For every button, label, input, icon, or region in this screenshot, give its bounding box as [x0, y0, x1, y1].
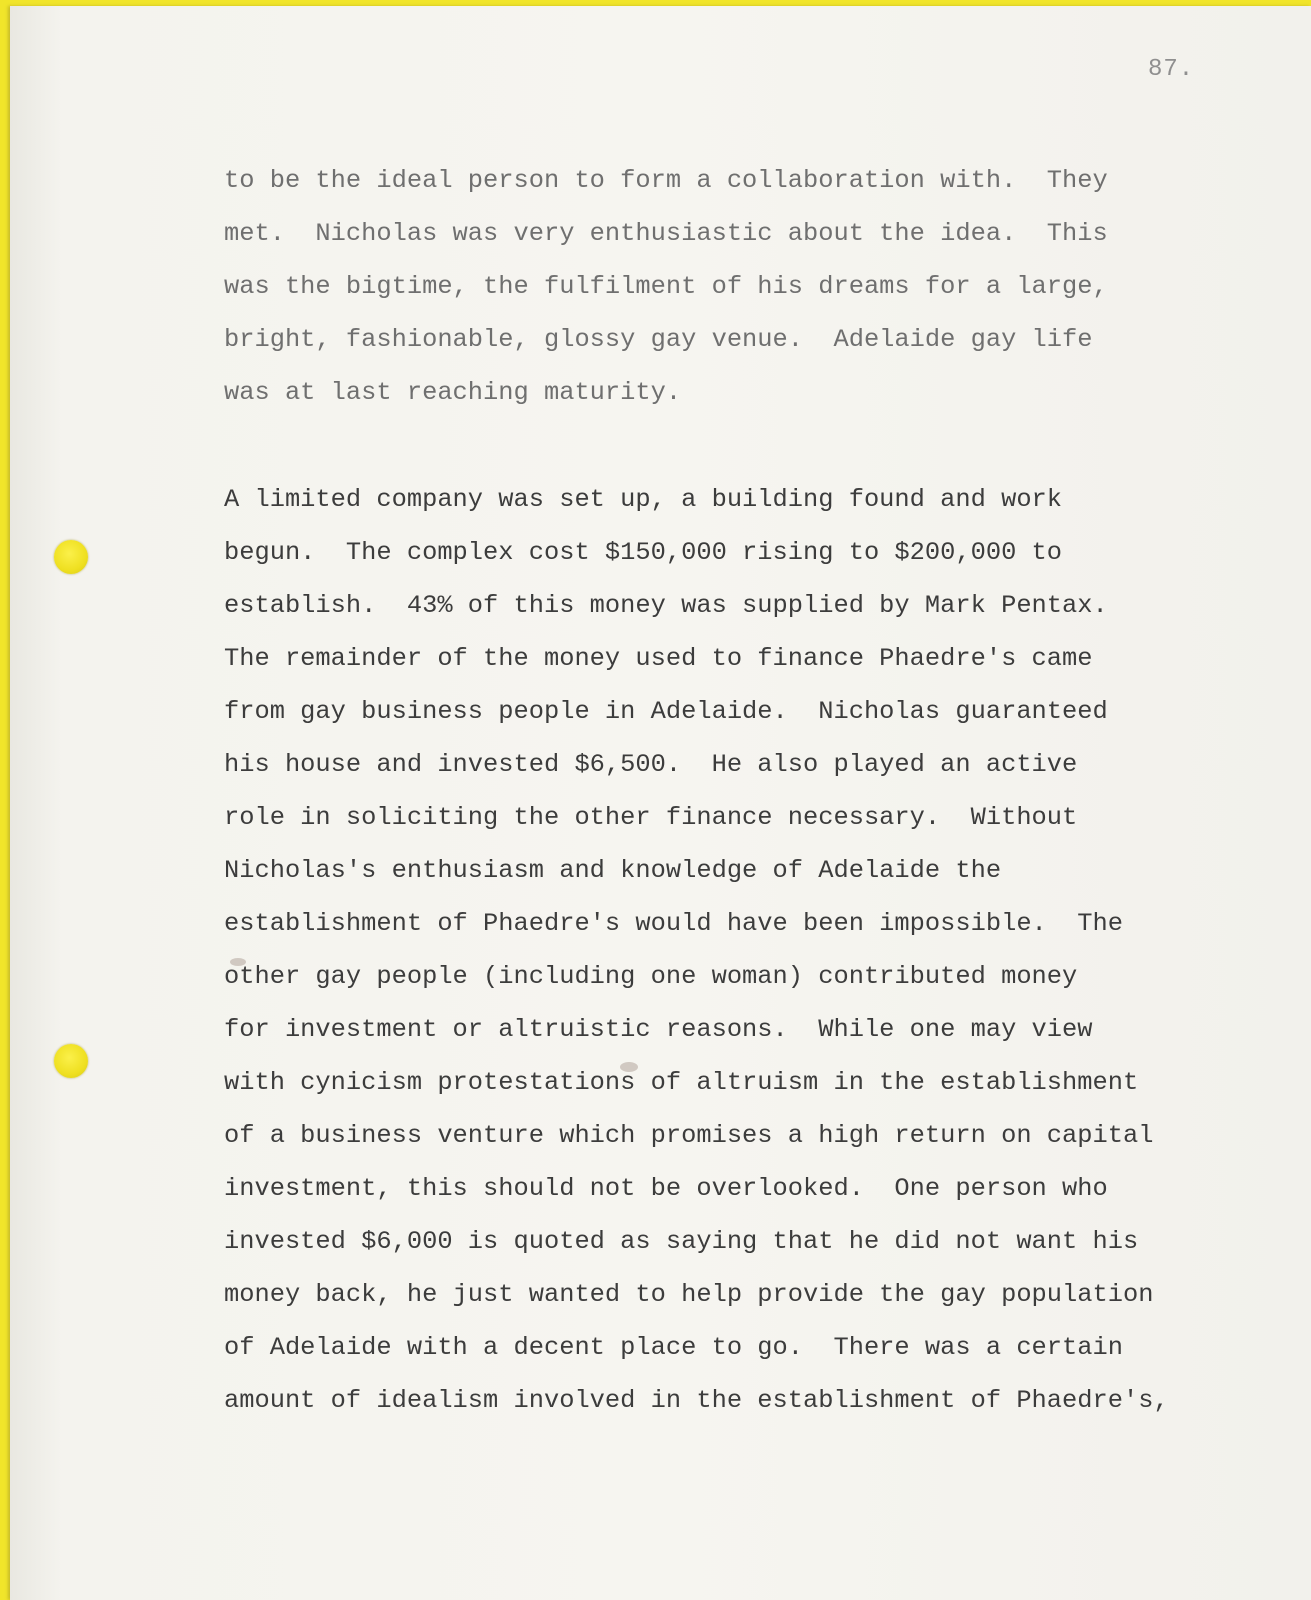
paragraph-2-line-2: begun. The complex cost $150,000 rising to $200,000 to: [224, 538, 1063, 567]
paragraph-2-line-4: The remainder of the money used to finance Phaedre's came: [224, 644, 1093, 673]
paragraph-2-line-17: of Adelaide with a decent place to go. There was a certain: [224, 1333, 1123, 1362]
paragraph-2-line-8: Nicholas's enthusiasm and knowledge of Adelaide the: [224, 856, 1002, 885]
paragraph-2-line-14: investment, this should not be overlooked. One person who: [224, 1174, 1108, 1203]
paragraph-1-line-3: was the bigtime, the fulfilment of his dreams for a large,: [224, 272, 1108, 301]
paragraph-1-line-2: met. Nicholas was very enthusiastic about the idea. This: [224, 219, 1108, 248]
paragraph-2-line-3: establish. 43% of this money was supplied by Mark Pentax.: [224, 591, 1108, 620]
punch-hole-bottom: [54, 1044, 88, 1078]
punch-hole-top: [54, 540, 88, 574]
paragraph-1-line-1: to be the ideal person to form a collaboration with. They: [224, 166, 1108, 195]
paragraph-2-line-5: from gay business people in Adelaide. Nicholas guaranteed: [224, 697, 1108, 726]
paragraph-2-line-1: A limited company was set up, a building found and work: [224, 485, 1063, 514]
paragraph-2-line-16: money back, he just wanted to help provide the gay population: [224, 1280, 1154, 1309]
paragraph-1-line-5: was at last reaching maturity.: [224, 378, 682, 407]
paragraph-2-line-6: his house and invested $6,500. He also played an active: [224, 750, 1078, 779]
paragraph-2-line-9: establishment of Phaedre's would have been impossible. The: [224, 909, 1123, 938]
page-number: 87.: [1148, 56, 1195, 83]
paragraph-1-line-4: bright, fashionable, glossy gay venue. Adelaide gay life: [224, 325, 1093, 354]
paragraph-2-line-10: other gay people (including one woman) contributed money: [224, 962, 1078, 991]
paragraph-2-line-7: role in soliciting the other finance necessary. Without: [224, 803, 1078, 832]
paragraph-2-line-11: for investment or altruistic reasons. While one may view: [224, 1015, 1093, 1044]
paragraph-2-line-18: amount of idealism involved in the establishment of Phaedre's,: [224, 1386, 1169, 1415]
paragraph-2-line-13: of a business venture which promises a high return on capital: [224, 1121, 1154, 1150]
paragraph-2-line-12: with cynicism protestations of altruism in the establishment: [224, 1068, 1139, 1097]
paragraph-2-line-15: invested $6,000 is quoted as saying that he did not want his: [224, 1227, 1139, 1256]
